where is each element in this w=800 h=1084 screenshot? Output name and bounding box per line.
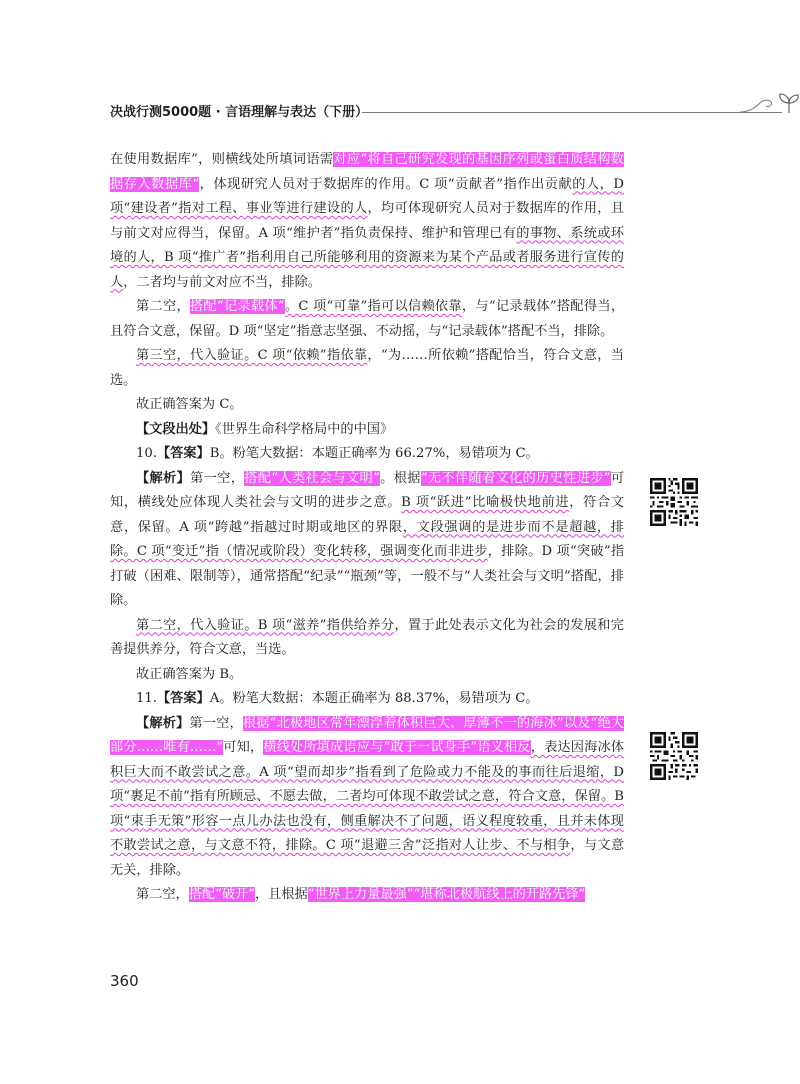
- book-title: 决战行测5000题 · 言语理解与表达（下册）: [110, 105, 369, 120]
- sprout-icon: [776, 91, 800, 115]
- highlight: “世界上力量最强”“堪称北极航线上的开路先锋”: [307, 887, 586, 902]
- highlight: 搭配“人类社会与文明”: [244, 470, 380, 486]
- highlight: 根据“北极地区常年漂浮着体积巨大、厚薄不一的海冰”以及“绝大部分……唯有……”: [110, 715, 624, 755]
- page-number: 360: [110, 972, 139, 990]
- analysis-q10: 【解析】第一空，搭配“人类社会与文明”。根据“无不伴随着文化的历史性进步”可知，横线处应体现人类社会与文明的进步之意。B 项“跃进”比喻极快地前进，符合文意，保留。A 项“跨越”指越过时期或地区的界限，文段强调的是进步而不是超越，排除。C 项“变迁”指（情况或阶段）变化转移，强调变化而非进步，排除。D 项“突破”指打破（困难、限制等），通常搭配“纪录”“瓶颈”等，一般不与“人类社会与文明”搭配，排除。: [110, 470, 625, 608]
- qr-code-icon[interactable]: [650, 478, 698, 526]
- underline: ，文段强调的是进步而不是超越，排除。C 项“变迁”指（情况或阶段）变化转移，强调变化而非进步: [110, 519, 624, 559]
- header-rule: [362, 112, 782, 113]
- conclusion: 故正确答案为 B。: [136, 666, 243, 682]
- underline: 的事物、系统或环境的人，B 项“推广者”指利用自己所能够利用的资源来为某个产品或者服务进行宣传的人: [110, 225, 624, 290]
- underline: 的人，D 项“建设者”指对工程、事业等进行建设的人: [110, 176, 624, 216]
- underline: ，二者均可体现不敢尝试之意，符合文意，保留。B 项“束手无策”形容一点儿办法也没有，侧重解决不了问题，语义程度较重，且并未体现不敢尝试之意，与文意不符，排除。C 项“退避三舍”泛指对人让步、不与相争: [110, 789, 624, 853]
- source-line: 【文段出处】《世界生命科学格局中的中国》: [136, 421, 394, 437]
- highlight: 横线处所填成语应与“敢于一试身手”语义相反: [263, 740, 531, 755]
- paragraph: 第二空，搭配“记录载体”。C 项“可靠”指可以信赖依靠，与“记录载体”搭配得当，且符合文意，保留。D 项“坚定”指意志坚强、不动摇，与“记录载体”搭配不当，排除。: [110, 299, 625, 339]
- underline: 第三空，代入验证。C 项“依赖”指依靠: [136, 348, 368, 363]
- answer-line-q10: 10.【答案】B。粉笔大数据：本题正确率为 66.27%，易错项为 C。: [136, 446, 539, 461]
- paragraph: 第二空，代入验证。B 项“滋养”指供给养分，置于此处表示文化为社会的发展和完善提供养分，符合文意，当选。: [110, 617, 624, 657]
- conclusion: 故正确答案为 C。: [136, 397, 243, 412]
- paragraph: 第二空，搭配“破开”，且根据“世界上力量最强”“堪称北极航线上的开路先锋”: [136, 887, 586, 902]
- analysis-q11: 【解析】第一空，根据“北极地区常年漂浮着体积巨大、厚薄不一的海冰”以及“绝大部分……唯有……”可知，横线处所填成语应与“敢于一试身手”语义相反，表达因海冰体积巨大而不敢尝试之意。A 项“望而却步”指看到了危险或力不能及的事而往后退缩，D 项“裹足不前”指有所顾忌、不愿去做，二者均可体现不敢尝试之意，符合文意，保留。B 项“束手无策”形容一点儿办法也没有，侧重解决不了问题，语义程度较重，且并未体现不敢尝试之意，与文意不符，排除。C 项“退避三舍”泛指对人让步、不与相争，与文意无关，排除。: [110, 715, 625, 878]
- highlight: “无不伴随着文化的历史性进步”: [420, 470, 611, 486]
- highlight: 搭配“破开”: [188, 887, 255, 902]
- paragraph: 在使用数据库”，则横线处所填词语需对应“将自己研究发现的基因序列或蛋白质结构数据存入数据库”，体现研究人员对于数据库的作用。C 项“贡献者”指作出贡献的人，D 项“建设者”指对工程、事业等进行建设的人，均可体现研究人员对于数据库的作用，且与前文对应得当，保留。A 项“维护者”指负责保持、维护和管理已有的事物、系统或环境的人，B 项“推广者”指利用自己所能够利用的资源来为某个产品或者服务进行宣传的人，二者均与前文对应不当，排除。: [110, 152, 625, 290]
- underline: ，表达因海冰体积巨大而不敢尝试之意。A 项“望而却步”指看到了危险或力不能及的事而往后退缩，D 项“裹足不前”指有所顾忌、不愿去做: [110, 740, 625, 804]
- underline: 第二空，代入验证。B 项“滋养”指供给养分: [136, 617, 395, 633]
- swirl-decoration-icon: [738, 95, 778, 115]
- page-body: [110, 148, 624, 908]
- paragraph: 第三空，代入验证。C 项“依赖”指依靠，“为……所依赖”搭配恰当，符合文意，当选。: [110, 348, 624, 388]
- underline: B 项“跃进”比喻极快地前进: [401, 495, 570, 510]
- qr-code-icon[interactable]: [650, 732, 698, 780]
- running-header: [110, 101, 700, 123]
- answer-line-q11: 11.【答案】A。粉笔大数据：本题正确率为 88.37%，易错项为 C。: [136, 691, 539, 706]
- underline: 。C 项“可靠”指可以信赖依靠: [284, 299, 462, 314]
- highlight: 搭配“记录载体”: [189, 299, 285, 314]
- highlight: 对应“将自己研究发现的基因序列或蛋白质结构数据存入数据库”: [110, 152, 624, 192]
